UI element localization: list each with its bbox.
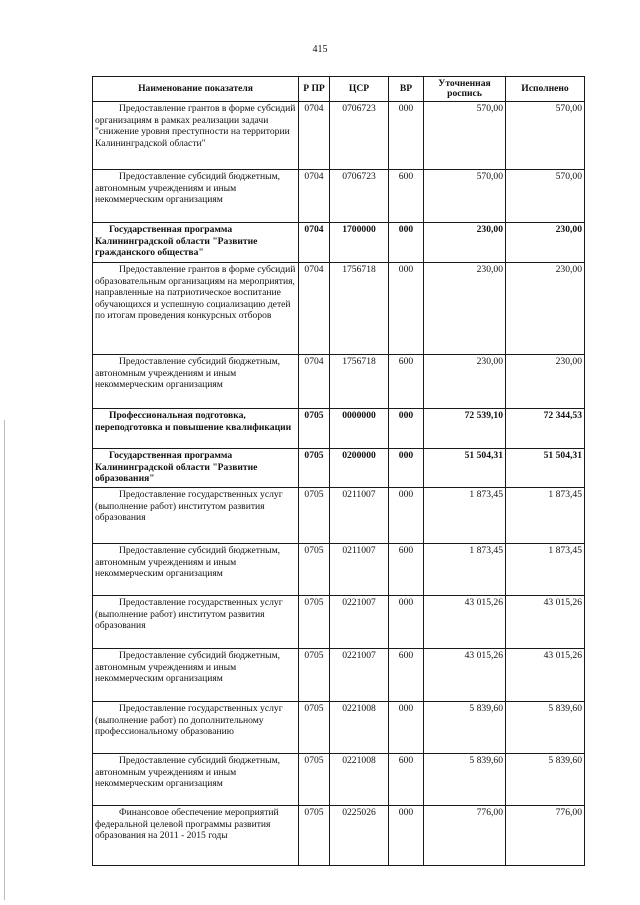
row-vr: 000 (389, 102, 424, 170)
row-vr: 000 (389, 263, 424, 355)
row-csr: 0221008 (330, 754, 389, 806)
row-name: Финансовое обеспечение мероприятий федеральной целевой программы развития образования на 2011 - 2015 годы (93, 806, 299, 866)
row-plan: 570,00 (424, 170, 506, 223)
row-csr: 0211007 (330, 544, 389, 596)
table-row (93, 170, 585, 223)
row-rpr: 0705 (299, 754, 330, 806)
row-csr: 0221008 (330, 702, 389, 754)
row-vr: 000 (389, 449, 424, 488)
row-done: 1 873,45 (506, 544, 585, 596)
row-plan: 51 504,31 (424, 449, 506, 488)
row-name: Предоставление государственных услуг (выполнение работ) институтом развития образования (93, 488, 299, 544)
table-header-row (93, 77, 585, 102)
row-rpr: 0704 (299, 263, 330, 355)
row-vr: 600 (389, 170, 424, 223)
table-row (93, 449, 585, 488)
budget-table (92, 76, 585, 866)
table-row (93, 355, 585, 409)
row-rpr: 0705 (299, 488, 330, 544)
col-header-done: Исполнено (506, 77, 585, 102)
table-row (93, 702, 585, 754)
row-plan: 43 015,26 (424, 596, 506, 649)
row-name: Предоставление субсидий бюджетным, автономным учреждениям и иным некоммерческим организациям (93, 544, 299, 596)
row-vr: 000 (389, 223, 424, 263)
row-plan: 230,00 (424, 223, 506, 263)
table-row (93, 263, 585, 355)
row-csr: 0225026 (330, 806, 389, 866)
row-name: Государственная программа Калининградской области "Развитие гражданского общества" (93, 223, 299, 263)
row-done: 51 504,31 (506, 449, 585, 488)
row-plan: 230,00 (424, 263, 506, 355)
row-plan: 5 839,60 (424, 754, 506, 806)
row-done: 43 015,26 (506, 649, 585, 702)
row-name: Государственная программа Калининградской области "Развитие образования" (93, 449, 299, 488)
row-done: 5 839,60 (506, 702, 585, 754)
margin-line (4, 420, 5, 900)
row-plan: 1 873,45 (424, 544, 506, 596)
row-csr: 0200000 (330, 449, 389, 488)
table-row (93, 223, 585, 263)
row-done: 230,00 (506, 355, 585, 409)
row-vr: 600 (389, 754, 424, 806)
row-rpr: 0704 (299, 102, 330, 170)
row-vr: 600 (389, 649, 424, 702)
row-plan: 230,00 (424, 355, 506, 409)
col-header-plan: Уточненная роспись (424, 77, 506, 102)
row-done: 5 839,60 (506, 754, 585, 806)
row-name: Предоставление субсидий бюджетным, автономным учреждениям и иным некоммерческим организациям (93, 649, 299, 702)
row-rpr: 0705 (299, 596, 330, 649)
row-csr: 0221007 (330, 596, 389, 649)
page-number: 415 (312, 44, 328, 55)
row-rpr: 0705 (299, 544, 330, 596)
row-done: 43 015,26 (506, 596, 585, 649)
row-done: 570,00 (506, 170, 585, 223)
row-vr: 000 (389, 806, 424, 866)
row-done: 570,00 (506, 102, 585, 170)
row-plan: 72 539,10 (424, 409, 506, 449)
col-header-rpr: Р ПР (299, 77, 330, 102)
row-rpr: 0705 (299, 806, 330, 866)
row-name: Предоставление субсидий бюджетным, автономным учреждениям и иным некоммерческим организациям (93, 170, 299, 223)
row-rpr: 0704 (299, 355, 330, 409)
row-done: 776,00 (506, 806, 585, 866)
row-plan: 5 839,60 (424, 702, 506, 754)
row-name: Предоставление субсидий бюджетным, автономным учреждениям и иным некоммерческим организациям (93, 355, 299, 409)
row-rpr: 0704 (299, 170, 330, 223)
row-plan: 1 873,45 (424, 488, 506, 544)
col-header-vr: ВР (389, 77, 424, 102)
col-header-csr: ЦСР (330, 77, 389, 102)
table-row (93, 649, 585, 702)
row-done: 230,00 (506, 263, 585, 355)
table-row (93, 754, 585, 806)
table-row (93, 544, 585, 596)
table-row (93, 102, 585, 170)
table-row (93, 806, 585, 866)
row-rpr: 0705 (299, 449, 330, 488)
row-csr: 1756718 (330, 355, 389, 409)
row-vr: 000 (389, 488, 424, 544)
row-done: 1 873,45 (506, 488, 585, 544)
row-vr: 000 (389, 596, 424, 649)
row-name: Предоставление грантов в форме субсидий организациям в рамках реализации задачи "снижение уровня преступности на территории Калининградской области" (93, 102, 299, 170)
row-vr: 600 (389, 355, 424, 409)
row-csr: 0211007 (330, 488, 389, 544)
row-name: Предоставление государственных услуг (выполнение работ) по дополнительному профессиональному образованию (93, 702, 299, 754)
row-csr: 0706723 (330, 170, 389, 223)
row-csr: 0706723 (330, 102, 389, 170)
row-vr: 600 (389, 544, 424, 596)
row-done: 72 344,53 (506, 409, 585, 449)
row-vr: 000 (389, 409, 424, 449)
row-rpr: 0705 (299, 702, 330, 754)
row-rpr: 0704 (299, 223, 330, 263)
row-name: Профессиональная подготовка, переподготовка и повышение квалификации (93, 409, 299, 449)
row-name: Предоставление государственных услуг (выполнение работ) институтом развития образования (93, 596, 299, 649)
row-rpr: 0705 (299, 649, 330, 702)
table-row (93, 488, 585, 544)
row-name: Предоставление грантов в форме субсидий образовательным организациям на мероприятия, направленные на патриотическое воспитание обучающихся и успешную социализацию детей по итогам проведения конкурсных отборов (93, 263, 299, 355)
row-csr: 1700000 (330, 223, 389, 263)
row-csr: 0221007 (330, 649, 389, 702)
row-plan: 43 015,26 (424, 649, 506, 702)
row-csr: 1756718 (330, 263, 389, 355)
row-name: Предоставление субсидий бюджетным, автономным учреждениям и иным некоммерческим организациям (93, 754, 299, 806)
table-row (93, 596, 585, 649)
table-row (93, 409, 585, 449)
row-vr: 000 (389, 702, 424, 754)
row-rpr: 0705 (299, 409, 330, 449)
row-plan: 776,00 (424, 806, 506, 866)
row-plan: 570,00 (424, 102, 506, 170)
col-header-name: Наименование показателя (93, 77, 299, 102)
row-done: 230,00 (506, 223, 585, 263)
row-csr: 0000000 (330, 409, 389, 449)
